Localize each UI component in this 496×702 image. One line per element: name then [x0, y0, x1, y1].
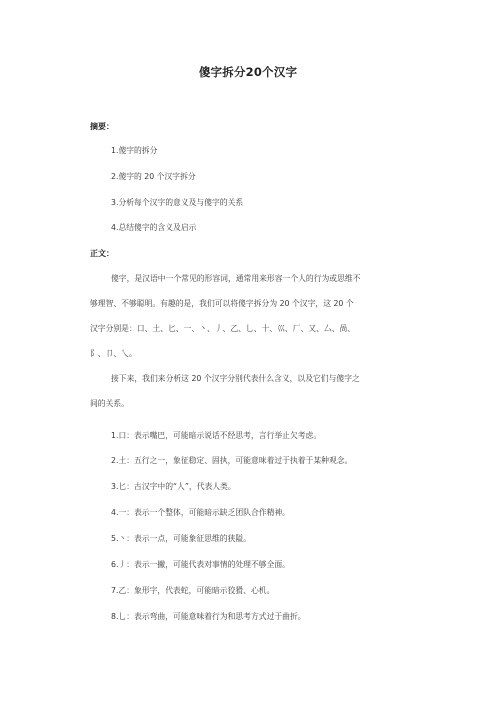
document-title: 傻字拆分20个汉字: [198, 65, 298, 79]
abstract-item: 1.傻字的拆分: [111, 146, 158, 155]
paragraph-line: 接下来，我们来分析这 20 个汉字分别代表什么含义，以及它们与傻字之: [111, 374, 360, 383]
list-item: 4.一：表示一个整体，可能暗示缺乏团队合作精神。: [111, 508, 290, 517]
body-label: 正文：: [90, 249, 114, 258]
paragraph-line: 傻字，是汉语中一个常见的形容词，通常用来形容一个人的行为或思维不: [111, 274, 361, 283]
abstract-item: 2.傻字的 20 个汉字拆分: [111, 172, 196, 181]
paragraph-line: 间的关系。: [90, 399, 129, 408]
list-item: 6.丿：表示一撇，可能代表对事情的处理不够全面。: [111, 560, 290, 569]
list-item: 7.乙：象形字，代表蛇，可能暗示狡猾、心机。: [111, 586, 275, 595]
list-item: 5.丶：表示一点，可能象征思维的狭隘。: [111, 534, 251, 543]
list-item: 3.匕：古汉字中的“人”，代表人类。: [111, 482, 236, 491]
list-item: 8.乚：表示弯曲，可能意味着行为和思考方式过于曲折。: [111, 612, 306, 621]
paragraph-line: 够理智、不够聪明。有趣的是，我们可以将傻字拆分为 20 个汉字，这 20 个: [90, 299, 354, 308]
abstract-label: 摘要：: [90, 122, 114, 131]
list-item: 2.土：五行之一，象征稳定、固执，可能意味着过于执着于某种观念。: [111, 456, 353, 465]
list-item: 1.口：表示嘴巴，可能暗示说话不经思考，言行举止欠考虑。: [111, 431, 322, 440]
abstract-item: 4.总结傻字的含义及启示: [111, 223, 197, 232]
paragraph-line: 阝、卩、乀。: [90, 349, 137, 358]
paragraph-line: 汉字分别是：口、土、匕、一、丶、丿、乙、乚、十、巛、厂、又、厶、咼、: [90, 324, 356, 333]
abstract-item: 3.分析每个汉字的意义及与傻字的关系: [111, 198, 244, 207]
